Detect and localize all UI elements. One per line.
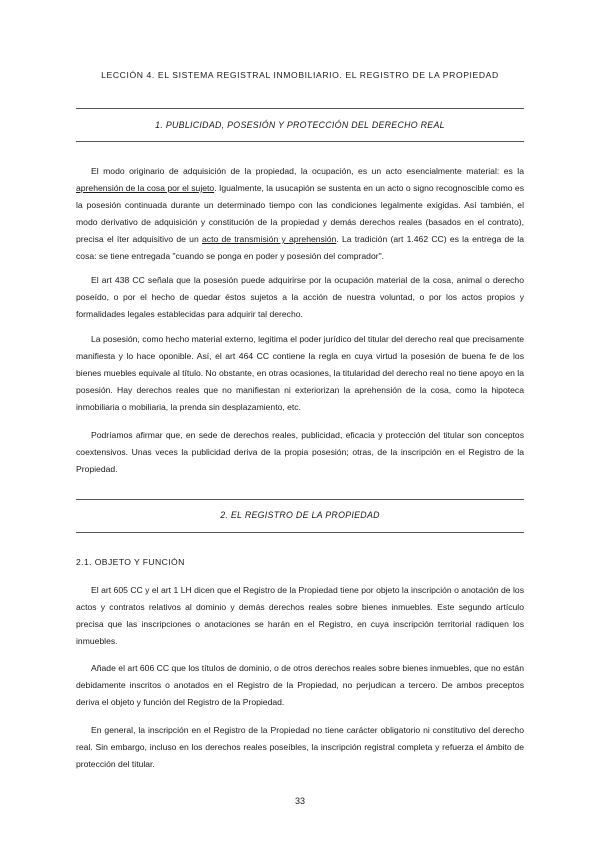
section-1-top-rule	[76, 108, 524, 109]
section-1-bottom-rule	[76, 141, 524, 142]
lesson-header: LECCIÓN 4. EL SISTEMA REGISTRAL INMOBILIARIO. EL REGISTRO DE LA PROPIEDAD	[101, 70, 499, 80]
section-2-top-rule	[76, 499, 524, 500]
paragraph-6: Añade el art 606 CC que los títulos de dominio, o de otros derechos reales sobre bienes inmuebles, que no están debidamente inscritos o anotados en el Registro de la Propiedad, no perjudican a tercero. De ambos preceptos deriva el objeto y función del Registro de la Propiedad.	[76, 663, 524, 707]
paragraph-4: Podríamos afirmar que, en sede de derechos reales, publicidad, eficacia y protección del titular son conceptos coextensivos. Unas veces la publicidad deriva de la propia posesión; otras, de la inscripción en el Registro de la Propiedad.	[76, 430, 524, 474]
subheading-objeto-funcion: 2.1. OBJETO Y FUNCIÓN	[76, 557, 185, 567]
paragraph-7: En general, la inscripción en el Registro de la Propiedad no tiene carácter obligatorio ni constitutivo del derecho real. Sin embargo, incluso en los derechos reales poseíbles, la inscripción registral completa y refuerza el ámbito de protección del titular.	[76, 725, 524, 769]
paragraph-2: El art 438 CC señala que la posesión puede adquirirse por la ocupación material de la cosa, animal o derecho poseído, o por el hecho de quedar éstos sujetos a la acción de nuestra voluntad, o por los actos propios y formalidades legales establecidas para adquirir tal derecho.	[76, 275, 524, 319]
section-1-title: 1. PUBLICIDAD, POSESIÓN Y PROTECCIÓN DEL DERECHO REAL	[155, 120, 445, 130]
paragraph-3: La posesión, como hecho material externo, legitima el poder jurídico del titular del derecho real que precisamente manifiesta y lo hace oponible. Así, el art 464 CC contiene la regla en cuya virtud la posesión de buena fe de los bienes muebles equivale al título. No obstante, en otras ocasiones, la titularidad del derecho real no tiene apoyo en la posesión. Hay derechos reales que no manifiestan ni exteriorizan la aprehensión de la cosa, como la hipoteca inmobiliaria o mobiliaria, la prenda sin desplazamiento, etc.	[76, 334, 524, 412]
page-number: 33	[294, 796, 305, 806]
underlined-phrase: acto de transmisión y aprehensión	[202, 234, 337, 244]
underlined-phrase: aprehensión de la cosa por el sujeto	[76, 183, 215, 193]
section-2-bottom-rule	[76, 532, 524, 533]
section-2-title: 2. EL REGISTRO DE LA PROPIEDAD	[220, 510, 380, 520]
paragraph-5: El art 605 CC y el art 1 LH dicen que el Registro de la Propiedad tiene por objeto la inscripción o anotación de los actos y contratos relativos al dominio y demás derechos reales sobre bienes inmuebles. Este segundo artículo precisa que las inscripciones o anotaciones se harán en el Registro, en cuya inscripción territorial radiquen los inmuebles.	[76, 585, 524, 646]
paragraph-1: El modo originario de adquisición de la propiedad, la ocupación, es un acto esencialmente material: es la aprehensión de la cosa por el sujeto. Igualmente, la usucapión se sustenta en un acto o signo recognoscible como es la posesión continuada durante un determinado tiempo con las condiciones legalmente exigidas. Así también, el modo derivativo de adquisición y constitución de la propiedad y demás derechos reales (basados en el contrato), precisa el íter adquisitivo de un acto de transmisión y aprehensión. La tradición (art 1.462 CC) es la entrega de la cosa: se tiene entregada "cuando se ponga en poder y posesión del comprador".	[76, 166, 524, 261]
